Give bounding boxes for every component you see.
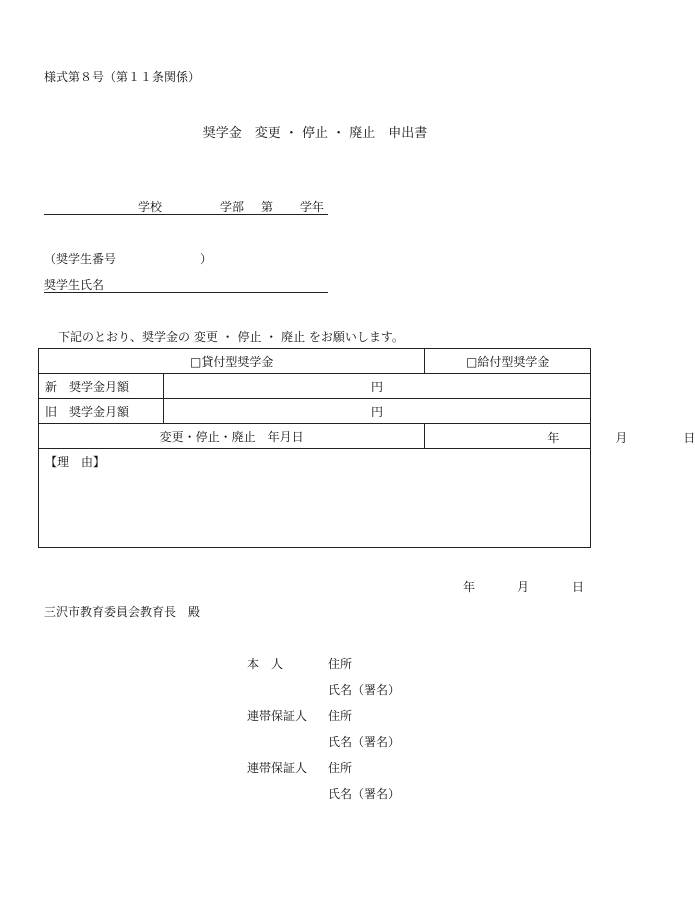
form-number: 様式第８号（第１１条関係）	[44, 70, 201, 84]
loan-type-checkbox[interactable]: □貸付型奨学金	[39, 349, 425, 374]
change-date-label: 変更・停止・廃止 年月日	[39, 424, 425, 449]
new-amount-unit: 円	[371, 379, 384, 394]
signature-role: 連帯保証人	[247, 709, 308, 723]
year-prefix: 第	[261, 200, 274, 214]
date-year: 年	[547, 431, 560, 445]
year-suffix: 学年	[300, 200, 325, 214]
change-date-field[interactable]	[425, 424, 695, 449]
new-amount-label: 新 奨学金月額	[39, 374, 164, 399]
page-title: 奨学金 変更 ・ 停止 ・ 廃止 申出書	[202, 126, 428, 141]
address-field[interactable]: 住所	[328, 657, 353, 671]
faculty-label: 学部	[220, 200, 245, 214]
name-signature-field[interactable]: 氏名（署名）	[328, 683, 401, 697]
address-field[interactable]: 住所	[328, 709, 353, 723]
date-month: 月	[615, 431, 628, 445]
grant-type-checkbox[interactable]: □給付型奨学金	[425, 349, 591, 374]
date-day: 日	[683, 431, 695, 445]
application-table	[38, 348, 695, 548]
name-signature-field[interactable]: 氏名（署名）	[328, 735, 401, 749]
intro-text: 下記のとおり、奨学金の 変更 ・ 停止 ・ 廃止 をお願いします。	[58, 330, 404, 344]
submission-month: 月	[517, 580, 530, 594]
signature-role: 本 人	[247, 657, 284, 671]
reason-field[interactable]	[39, 449, 591, 548]
student-number: （奨学生番号 ）	[44, 252, 213, 266]
new-amount-field[interactable]	[164, 374, 591, 399]
old-amount-label: 旧 奨学金月額	[39, 399, 164, 424]
school-label: 学校	[138, 200, 163, 214]
addressee: 三沢市教育委員会教育長 殿	[44, 605, 201, 619]
signature-role: 連帯保証人	[247, 761, 308, 775]
student-name-label: 奨学生氏名	[44, 278, 105, 292]
submission-day: 日	[572, 580, 585, 594]
submission-year: 年	[463, 580, 476, 594]
name-signature-field[interactable]: 氏名（署名）	[328, 787, 401, 801]
student-name-line[interactable]	[44, 276, 328, 293]
reason-label: 【理 由】	[45, 455, 106, 469]
old-amount-unit: 円	[371, 404, 384, 419]
address-field[interactable]: 住所	[328, 761, 353, 775]
old-amount-field[interactable]	[164, 399, 591, 424]
school-line[interactable]	[44, 198, 328, 215]
